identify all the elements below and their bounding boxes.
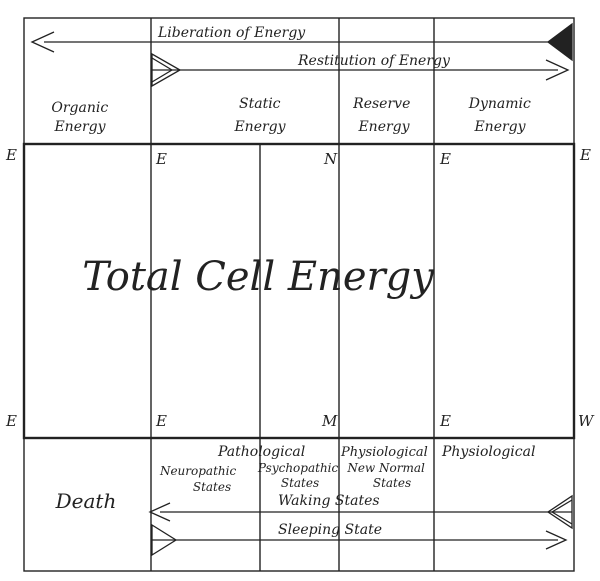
- restitution-label: Restitution of Energy: [298, 53, 450, 69]
- edge-letter-top-3: N: [324, 150, 338, 168]
- death-label: Death: [55, 489, 117, 513]
- pathological-label: Pathological: [218, 444, 306, 460]
- edge-letter-bottom-5: W: [578, 412, 594, 430]
- edge-letter-bottom-1: E: [6, 412, 17, 430]
- edge-letter-bottom-4: E: [440, 412, 451, 430]
- neuropathic-states-label: Neuropathic States: [159, 464, 237, 494]
- edge-letter-top-1: E: [6, 146, 17, 164]
- waking-fletch-b: [552, 512, 572, 524]
- edge-letter-bottom-2: E: [156, 412, 167, 430]
- edge-letter-top-5: E: [580, 146, 591, 164]
- edge-letter-top-2: E: [156, 150, 167, 168]
- physiological-label-1: Physiological: [341, 445, 428, 460]
- static-energy-label: Static Energy: [234, 96, 286, 135]
- new-normal-states-label: New Normal States: [347, 461, 425, 490]
- physiological-label-2: Physiological: [442, 444, 536, 460]
- sleeping-label: Sleeping State: [278, 522, 382, 538]
- waking-fletch-a: [552, 500, 572, 512]
- edge-letter-top-4: E: [440, 150, 451, 168]
- edge-letter-bottom-3: M: [322, 412, 338, 430]
- liberation-arrow-fletching: [548, 24, 572, 60]
- dynamic-energy-label: Dynamic Energy: [468, 96, 531, 135]
- liberation-label: Liberation of Energy: [158, 25, 306, 41]
- psychopathic-states-label: Psychopathic States: [257, 461, 339, 490]
- waking-label: Waking States: [278, 493, 380, 509]
- reserve-energy-label: Reserve Energy: [353, 96, 411, 135]
- organic-energy-label: Organic Energy: [51, 100, 109, 135]
- total-cell-energy-title: Total Cell Energy: [82, 254, 434, 300]
